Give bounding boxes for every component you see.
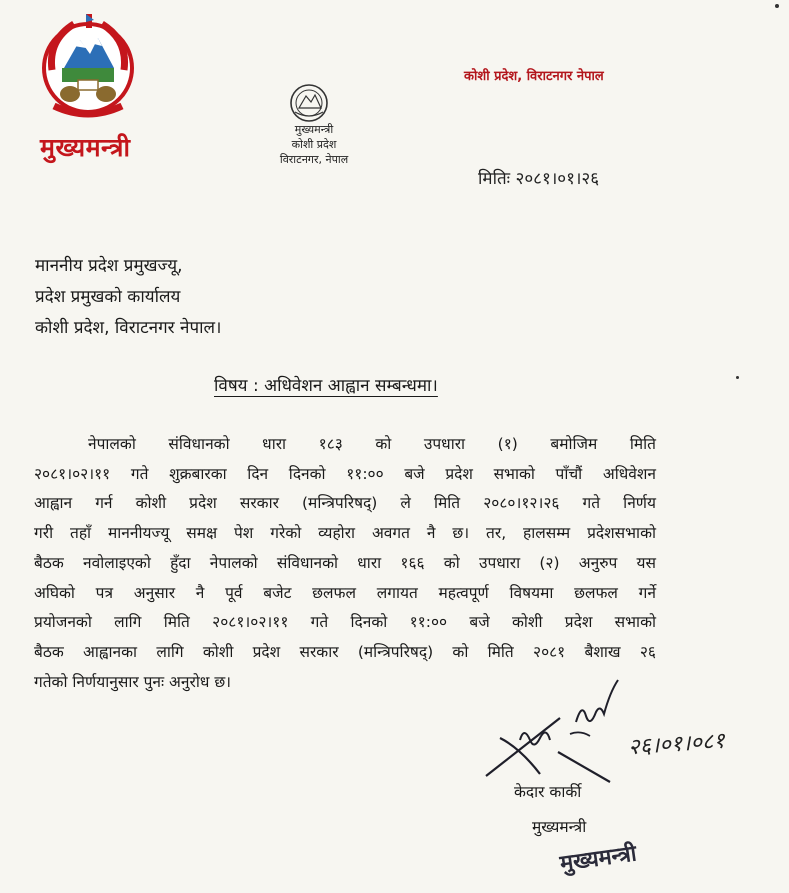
signer-name: केदार कार्की bbox=[514, 783, 582, 801]
letter-date: मितिः २०८१।०१।२६ bbox=[478, 169, 600, 189]
seal-line: मुख्यमन्त्री bbox=[294, 123, 334, 136]
office-seal-icon bbox=[285, 82, 333, 124]
letterhead-address: कोशी प्रदेश, विराटनगर नेपाल bbox=[464, 69, 604, 84]
body-line: गतेको निर्णयानुसार पुनः अनुरोध छ। bbox=[34, 672, 232, 691]
body-line: नेपालको संविधानको धारा १८३ को उपधारा (१) बमोजिम मिति bbox=[88, 435, 656, 453]
letter-body bbox=[34, 430, 656, 697]
handwritten-date: २६।०१।०८१ bbox=[627, 728, 726, 761]
body-line: २०८१।०२।११ गते शुक्रबारका दिन दिनको ११:०० बजे प्रदेश सभाको पाँचौं अधिवेशन bbox=[34, 464, 656, 483]
letter-subject: विषय : अधिवेशन आह्वान सम्बन्धमा। bbox=[214, 376, 438, 396]
signer-title: मुख्यमन्त्री bbox=[532, 818, 587, 836]
seal-line: कोशी प्रदेश bbox=[291, 138, 337, 151]
body-line: आह्वान गर्न कोशी प्रदेश सरकार (मन्त्रिपरिषद्) ले मिति २०८०।१२।२६ गते निर्णय bbox=[34, 494, 656, 513]
recipient-line: कोशी प्रदेश, विराटनगर नेपाल। bbox=[35, 318, 222, 338]
recipient-line: माननीय प्रदेश प्रमुखज्यू, bbox=[35, 256, 183, 276]
paper-speck bbox=[736, 376, 739, 379]
body-line: बैठक नवोलाइएको हुँदा नेपालको संविधानको धारा १६६ को उपधारा (२) अनुरुप यस bbox=[34, 553, 656, 572]
body-line: गरी तहाँ माननीयज्यू समक्ष पेश गरेको व्यहोरा अवगत नै छ। तर, हालसम्म प्रदेशसभाको bbox=[34, 524, 656, 543]
body-line: प्रयोजनको लागि मिति २०८१।०२।११ गते दिनको ११:०० बजे कोशी प्रदेश सभाको bbox=[34, 613, 656, 632]
letterhead-title: मुख्यमन्त्री bbox=[40, 133, 131, 162]
body-line: बैठक आह्वानका लागि कोशी प्रदेश सरकार (मन्त्रिपरिषद्) को मिति २०८१ बैशाख २६ bbox=[34, 642, 656, 661]
nepal-emblem-icon bbox=[34, 10, 142, 122]
seal-line: विराटनगर, नेपाल bbox=[279, 153, 349, 166]
recipient-line: प्रदेश प्रमुखको कार्यालय bbox=[35, 287, 181, 307]
recipient-block bbox=[35, 251, 222, 344]
body-line: अघिको पत्र अनुसार नै पूर्व बजेट छलफल लगायत महत्वपूर्ण विषयमा छलफल गर्ने bbox=[34, 583, 656, 602]
office-seal-text bbox=[264, 122, 364, 167]
title-stamp: मुख्यमन्त्री bbox=[558, 841, 639, 877]
paper-speck bbox=[775, 4, 779, 8]
